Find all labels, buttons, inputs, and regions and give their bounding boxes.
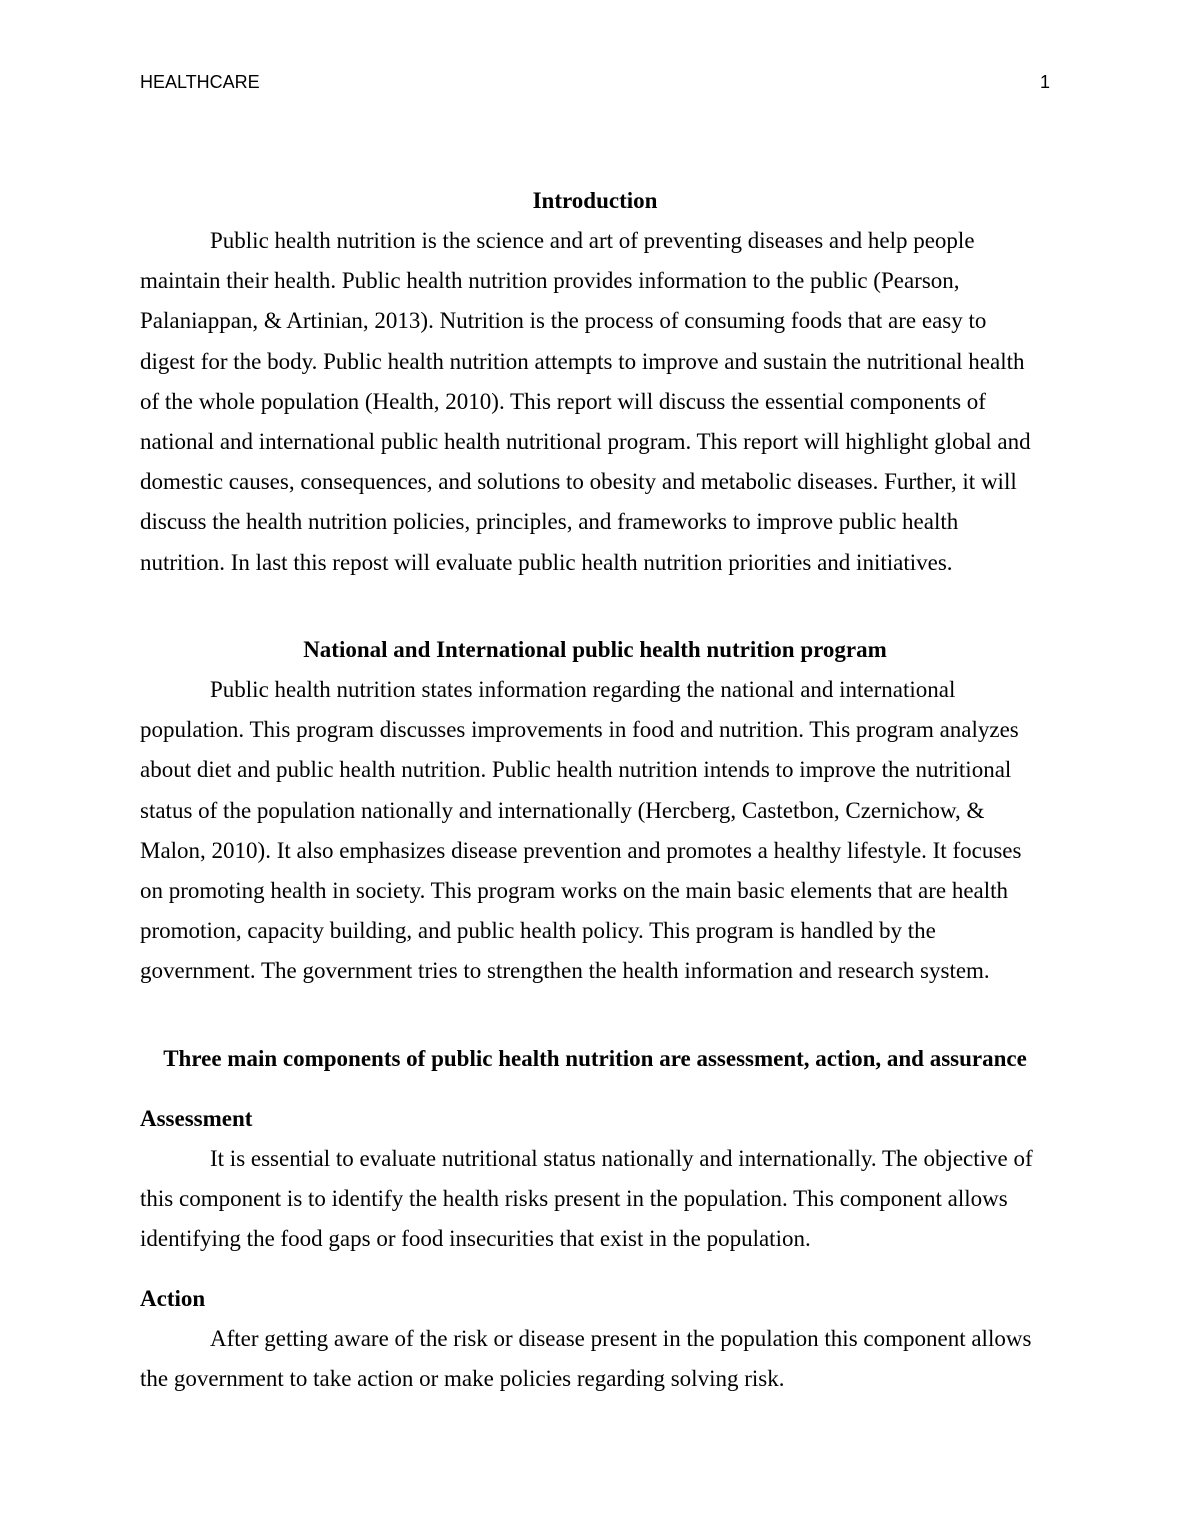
- text-line: domestic causes, consequences, and solutions to obesity and metabolic diseases. Further, it will: [140, 469, 1017, 495]
- text-line: about diet and public health nutrition. Public health nutrition intends to improve the nutritional: [140, 757, 1012, 783]
- components-heading: Three main components of public health nutrition are assessment, action, and assurance: [163, 1046, 1027, 1071]
- text-line: After getting aware of the risk or disease present in the population this component allows: [210, 1326, 1032, 1351]
- text-line: promotion, capacity building, and public health policy. This program is handled by the: [140, 918, 936, 944]
- action-heading: Action: [140, 1286, 206, 1311]
- text-line: maintain their health. Public health nutrition provides information to the public (Pearson,: [140, 268, 960, 294]
- text-line: Public health nutrition states information regarding the national and international: [210, 677, 956, 702]
- program-heading: National and International public health nutrition program: [303, 637, 887, 662]
- text-line: the government to take action or make policies regarding solving risk.: [140, 1366, 785, 1392]
- text-line: nutrition. In last this repost will evaluate public health nutrition priorities and initiatives.: [140, 549, 953, 575]
- program-paragraph: [140, 670, 1050, 992]
- text-line: status of the population nationally and internationally (Hercberg, Castetbon, Czernichow, &: [140, 797, 985, 823]
- text-line: on promoting health in society. This program works on the main basic elements that are health: [140, 877, 1009, 903]
- intro-heading: Introduction: [532, 188, 658, 213]
- text-line: national and international public health nutritional program. This report will highlight global and: [140, 428, 1031, 454]
- text-line: Malon, 2010). It also emphasizes disease prevention and promotes a healthy lifestyle. It focuses: [140, 837, 1022, 863]
- text-line: of the whole population (Health, 2010). This report will discuss the essential components of: [140, 388, 986, 414]
- text-line: this component is to identify the health risks present in the population. This component allows: [140, 1186, 1008, 1212]
- text-line: It is essential to evaluate nutritional status nationally and internationally. The objective of: [210, 1146, 1033, 1171]
- text-line: discuss the health nutrition policies, principles, and frameworks to improve public health: [140, 509, 959, 535]
- action-paragraph: [140, 1319, 1050, 1399]
- page-number: 1: [1039, 72, 1050, 92]
- text-line: Palaniappan, & Artinian, 2013). Nutrition is the process of consuming foods that are easy to: [140, 308, 987, 334]
- text-line: digest for the body. Public health nutrition attempts to improve and sustain the nutritional health: [140, 348, 1025, 374]
- text-line: Public health nutrition is the science and art of preventing diseases and help people: [210, 228, 975, 253]
- assessment-heading: Assessment: [140, 1106, 253, 1131]
- intro-paragraph: [140, 221, 1050, 583]
- running-head: HEALTHCARE: [140, 72, 260, 92]
- text-line: population. This program discusses improvements in food and nutrition. This program analyzes: [140, 717, 1019, 743]
- text-line: identifying the food gaps or food insecurities that exist in the population.: [140, 1226, 811, 1252]
- text-line: government. The government tries to strengthen the health information and research system.: [140, 958, 990, 984]
- assessment-paragraph: [140, 1139, 1050, 1260]
